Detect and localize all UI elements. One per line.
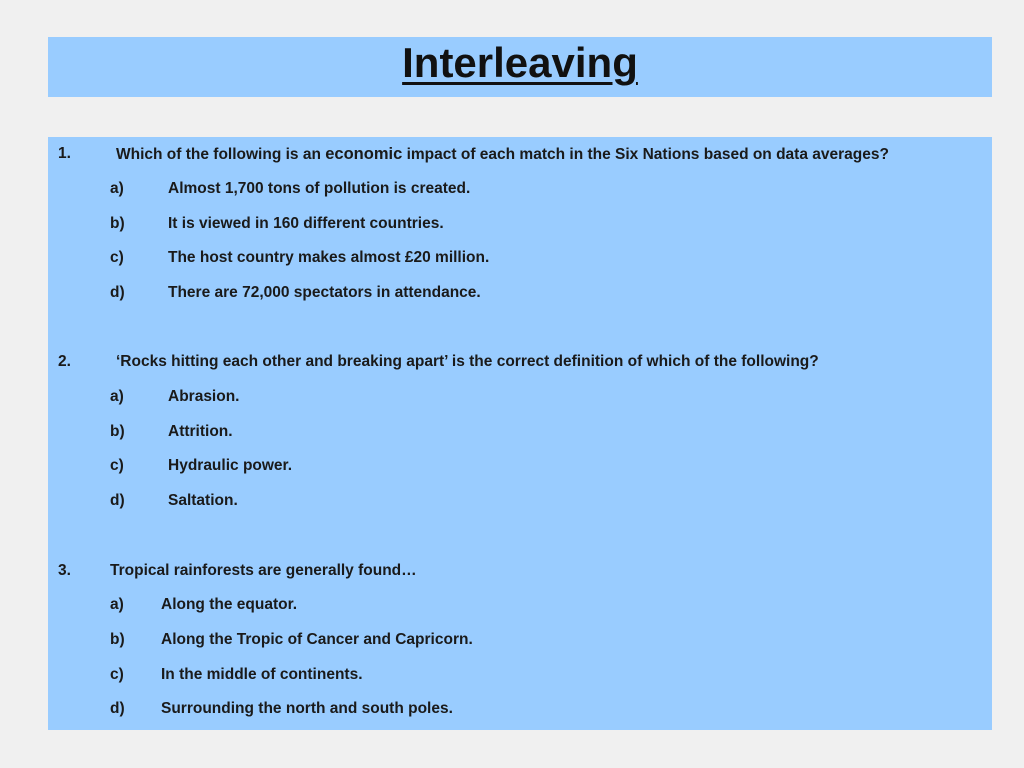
option-text: It is viewed in 160 different countries. (168, 215, 444, 232)
option-letter: d) (110, 700, 125, 717)
option-letter: c) (110, 249, 124, 266)
option-letter: d) (110, 492, 125, 509)
page-title: Interleaving (402, 39, 638, 86)
quiz-content (48, 137, 992, 730)
option-text: Almost 1,700 tons of pollution is created. (168, 180, 471, 197)
option-letter: b) (110, 215, 125, 232)
option-text: In the middle of continents. (161, 666, 363, 683)
option-letter: c) (110, 666, 124, 683)
title-bar (48, 37, 992, 97)
option-letter: a) (110, 180, 124, 197)
option-letter: c) (110, 457, 124, 474)
question-text: Which of the following is an economic impact of each match in the Six Nations based on data averages? (116, 145, 889, 163)
option-text: The host country makes almost £20 million. (168, 249, 490, 266)
question-number: 1. (58, 145, 71, 162)
option-text: Abrasion. (168, 388, 240, 405)
option-letter: a) (110, 596, 124, 613)
question-number: 3. (58, 562, 71, 579)
option-text: Along the Tropic of Cancer and Capricorn. (161, 631, 473, 648)
option-text: Hydraulic power. (168, 457, 293, 474)
option-text: Saltation. (168, 492, 238, 509)
question-text: Tropical rainforests are generally found… (110, 562, 417, 579)
question-number: 2. (58, 353, 71, 370)
question-keyword: economic (325, 145, 403, 163)
option-text: Along the equator. (161, 596, 298, 613)
option-text: There are 72,000 spectators in attendance. (168, 284, 481, 301)
option-letter: b) (110, 423, 125, 440)
option-text: Attrition. (168, 423, 233, 440)
option-letter: b) (110, 631, 125, 648)
option-letter: d) (110, 284, 125, 301)
question-text: ‘Rocks hitting each other and breaking apart’ is the correct definition of which of the following? (116, 353, 819, 370)
option-text: Surrounding the north and south poles. (161, 700, 453, 717)
option-letter: a) (110, 388, 124, 405)
